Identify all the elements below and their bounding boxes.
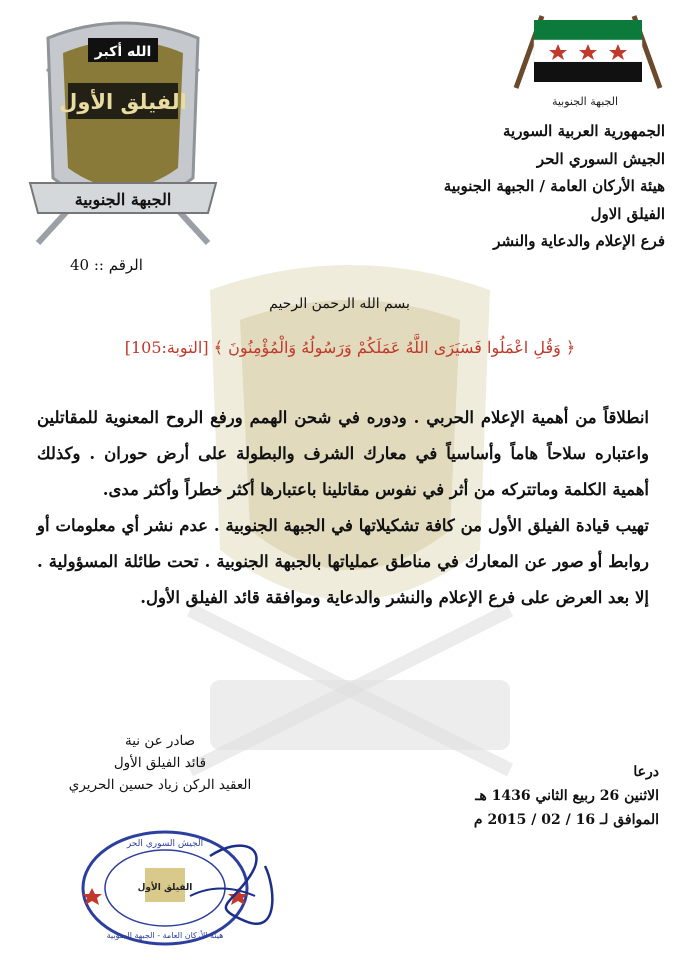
header-line-country: الجمهورية العربية السورية — [503, 122, 665, 140]
flag-caption: الجبهة الجنوبية — [551, 95, 619, 108]
svg-text:الجيش السوري الحر: الجيش السوري الحر — [126, 839, 204, 849]
basmala: بسم الله الرحمن الرحيم — [269, 296, 410, 312]
svg-text:الجبهة الجنوبية: الجبهة الجنوبية — [74, 190, 172, 209]
body-paragraph: انطلاقاً من أهمية الإعلام الحربي . ودوره في شحن الهمم ورفع الروح المعنوية للمقاتلين واعتباره سلاحاً هاماً وأساسياً في معارك الشرف والبطولة على أرض حوران . وكذلك أهمية الكلمة وماتتركه من أثر في نفوس مقاتلينا باعتبارها أكثر خطراً وأكثر مدى. — [37, 408, 649, 499]
date-hijri: الاثنين 26 ربيع الثاني 1436 هـ — [475, 788, 659, 804]
signature-issued: صادر عن نية — [124, 733, 196, 749]
svg-text:الله أكبر: الله أكبر — [94, 44, 152, 60]
letterhead — [345, 118, 665, 256]
signature-block — [20, 730, 300, 796]
header-line-army: الجيش السوري الحر — [536, 149, 665, 168]
reference-number: الرقم :: 40 — [70, 256, 143, 274]
header-line-branch: فرع الإعلام والدعاية والنشر — [493, 232, 665, 250]
date-place: درعا — [633, 764, 659, 780]
circular-stamp-icon — [70, 826, 280, 950]
date-block — [379, 760, 659, 832]
svg-text:الفيلق الأول: الفيلق الأول — [137, 883, 193, 893]
verse-citation: [التوبة:105] — [124, 338, 209, 357]
header-line-corps: الفيلق الاول — [590, 204, 665, 223]
verse-text: ﴿ وَقُلِ اعْمَلُوا فَسَيَرَى اللَّهُ عَمَلَكُمْ وَرَسُولُهُ وَالْمُؤْمِنُونَ ﴾ — [213, 338, 576, 357]
svg-text:هيئة الأركان العامة - الجبهة ا: هيئة الأركان العامة - الجبهة الجنوبية — [106, 931, 224, 940]
svg-text:الفيلق الأول: الفيلق الأول — [59, 90, 187, 114]
letter-body — [37, 400, 649, 616]
quran-verse — [40, 338, 660, 357]
shield-emblem-icon — [18, 8, 228, 258]
body-paragraph: تهيب قيادة الفيلق الأول من كافة تشكيلاتها في الجبهة الجنوبية . عدم نشر أي معلومات أو روابط أو صور عن المعارك في مناطق عملياتها بالجبهة الجنوبية . تحت طائلة المسؤولية . إلا بعد العرض على فرع الإعلام والنشر والدعاية وموافقة قائد الفيلق الأول. — [37, 516, 649, 607]
signature-name: العقيد الركن زياد حسين الحريري — [68, 777, 252, 793]
signature-title: قائد الفيلق الأول — [113, 755, 207, 771]
header-line-staff: هيئة الأركان العامة / الجبهة الجنوبية — [443, 177, 665, 195]
date-gregorian: الموافق لـ 16 / 02 / 2015 م — [473, 812, 659, 828]
